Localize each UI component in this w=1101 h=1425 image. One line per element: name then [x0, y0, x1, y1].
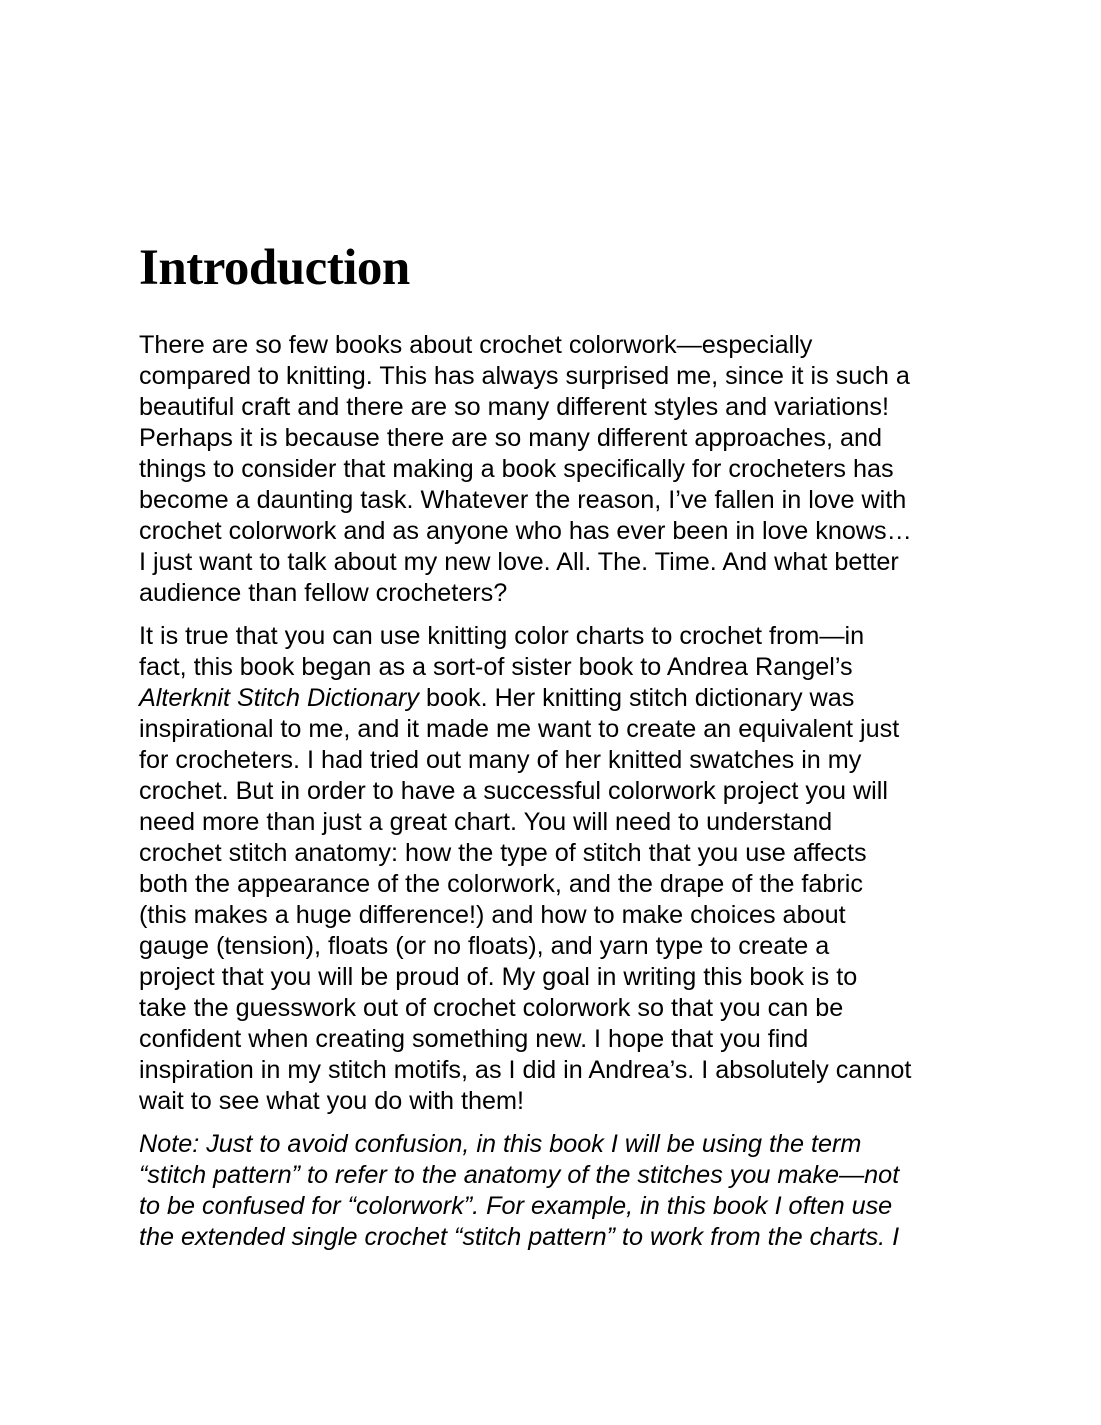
body-text: [139, 330, 969, 1265]
paragraph-line: inspiration in my stitch motifs, as I did in Andrea’s. I absolutely cannot: [139, 1056, 912, 1084]
paragraph-line: need more than just a great chart. You will need to understand: [139, 808, 833, 836]
paragraph-1: [139, 330, 969, 609]
note-line: the extended single crochet “stitch pattern” to work from the charts. I: [139, 1223, 900, 1251]
paragraph-line: crochet stitch anatomy: how the type of stitch that you use affects: [139, 839, 867, 867]
page-title: Introduction: [139, 240, 410, 296]
note-line: to be confused for “colorwork”. For example, in this book I often use: [139, 1192, 893, 1220]
paragraph-line: crochet colorwork and as anyone who has ever been in love knows…: [139, 517, 912, 545]
paragraph-line: gauge (tension), floats (or no floats), and yarn type to create a: [139, 932, 830, 960]
note-paragraph: [139, 1129, 969, 1253]
note-line: Note: Just to avoid confusion, in this book I will be using the term: [139, 1130, 862, 1158]
paragraph-line: inspirational to me, and it made me want to create an equivalent just: [139, 715, 900, 743]
paragraph-line: confident when creating something new. I hope that you find: [139, 1025, 809, 1053]
paragraph-line: audience than fellow crocheters?: [139, 579, 508, 607]
note-line: “stitch pattern” to refer to the anatomy of the stitches you make—not: [139, 1161, 900, 1189]
paragraph-line: fact, this book began as a sort-of sister book to Andrea Rangel’s: [139, 653, 853, 681]
paragraph-line: It is true that you can use knitting color charts to crochet from—in: [139, 622, 865, 650]
paragraph-line: for crocheters. I had tried out many of her knitted swatches in my: [139, 746, 862, 774]
book-title: Alterknit Stitch Dictionary: [139, 684, 419, 712]
paragraph-line: both the appearance of the colorwork, and the drape of the fabric: [139, 870, 863, 898]
paragraph-line: things to consider that making a book specifically for crocheters has: [139, 455, 894, 483]
paragraph-line: Perhaps it is because there are so many different approaches, and: [139, 424, 883, 452]
paragraph-line-rest: book. Her knitting stitch dictionary was: [418, 684, 855, 712]
paragraph-line: I just want to talk about my new love. All. The. Time. And what better: [139, 548, 899, 576]
paragraph-line: (this makes a huge difference!) and how to make choices about: [139, 901, 846, 929]
paragraph-line: beautiful craft and there are so many different styles and variations!: [139, 393, 889, 421]
paragraph-line: There are so few books about crochet colorwork—especially: [139, 331, 813, 359]
paragraph-2: [139, 621, 969, 1117]
paragraph-line: become a daunting task. Whatever the reason, I’ve fallen in love with: [139, 486, 907, 514]
paragraph-line: compared to knitting. This has always surprised me, since it is such a: [139, 362, 910, 390]
paragraph-line: crochet. But in order to have a successful colorwork project you will: [139, 777, 888, 805]
paragraph-line: [139, 683, 969, 714]
paragraph-line: wait to see what you do with them!: [139, 1087, 525, 1115]
paragraph-line: project that you will be proud of. My goal in writing this book is to: [139, 963, 858, 991]
paragraph-line: take the guesswork out of crochet colorwork so that you can be: [139, 994, 844, 1022]
